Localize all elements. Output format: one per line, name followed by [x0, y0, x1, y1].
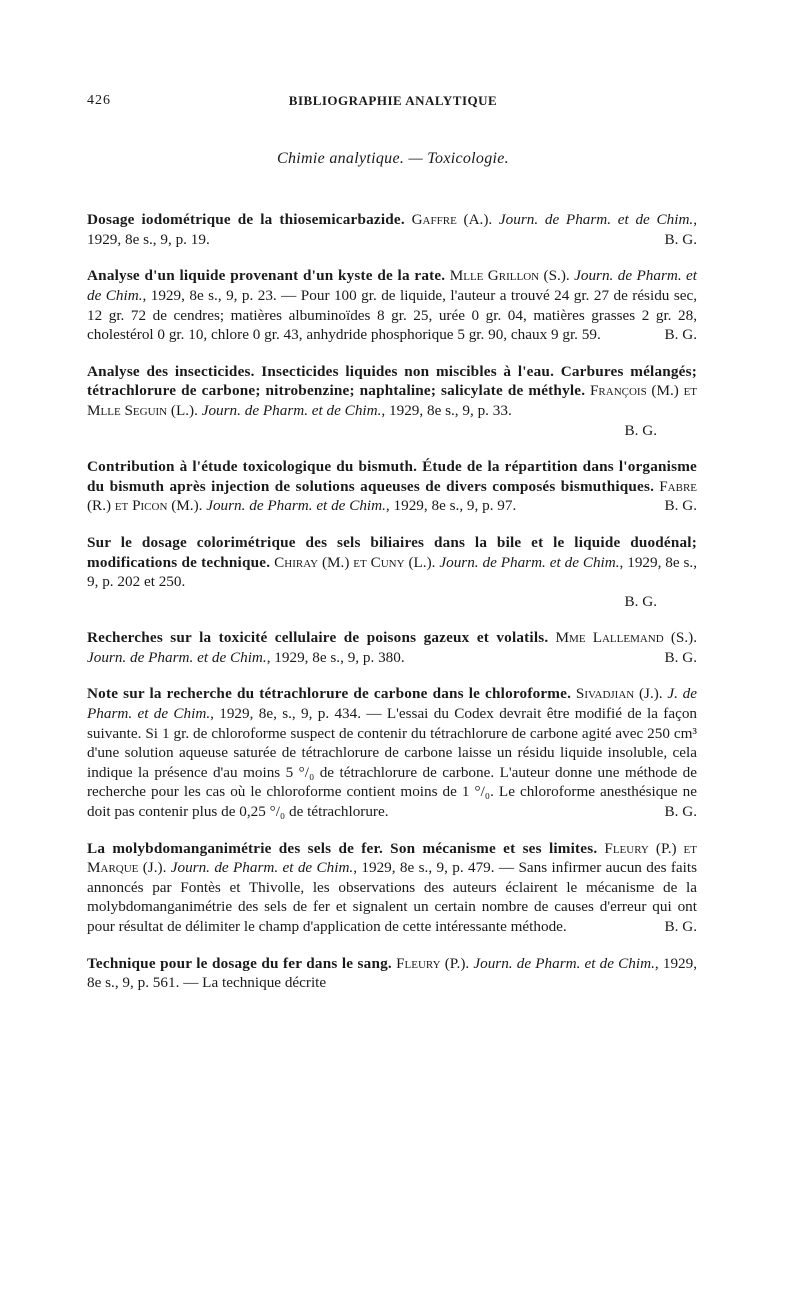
- entry-abstract: — L'essai du Codex devrait être modifié de la façon suivante. Si 1 gr. de chloroforme suspect de contenir du tétrachlorure de carbone agité avec 250 cm³ d'une solution aqueuse saturée de tétrachlorure de carbone laisse un résidu liquide insoluble, cela indique la présence d'au moins 5 °/₀ de tétrachlorure de carbone. L'auteur donne une méthode de recherche pour les cas où le chloroforme contient moins de 1 °/₀. Le chloroforme anesthésique ne doit pas contenir plus de 0,25 °/₀ de tétrachlorure.: [87, 705, 698, 821]
- bibliography-entries: [87, 195, 697, 1010]
- entry-journal: Journ. de Pharm. et de Chim.: [170, 859, 354, 877]
- entry-title: Contribution à l'étude toxicologique du bismuth. Étude de la répartition dans l'organisme du bismuth après injection de solutions aqueuses de divers composés bismuthiques.: [87, 458, 697, 495]
- bibliography-entry: [87, 210, 697, 249]
- entry-signature: B. G.: [664, 648, 697, 666]
- entry-journal: Journ. de Pharm. et de Chim.: [87, 648, 267, 666]
- entry-author: François (M.) et Mlle Seguin (L.).: [87, 382, 698, 419]
- page-number: 426: [87, 93, 111, 108]
- entry-journal: Journ. de Pharm. et de Chim.: [439, 553, 620, 571]
- entry-author: Fleury (P.) et Marque (J.).: [87, 839, 697, 877]
- entry-journal: Journ. de Pharm. et de Chim.: [473, 954, 655, 972]
- entry-title: Sur le dosage colorimétrique des sels biliaires dans la bile et le liquide duodénal; modifications de technique.: [87, 533, 697, 571]
- entry-abstract: — Pour 100 gr. de liquide, l'auteur a trouvé 24 gr. 27 de résidu sec, 12 gr. 72 de cendres; matières albuminoïdes 8 gr. 25, urée 0 gr. 04, matières grasses 2 gr. 28, cholestérol 0 gr. 10, chlore 0 gr. 43, anhydride phosphorique 5 gr. 90, chaux 9 gr. 59.: [87, 286, 698, 344]
- entry-author: Mlle Grillon (S.).: [449, 267, 570, 285]
- entry-signature: B. G.: [624, 592, 657, 610]
- entry-title: Analyse d'un liquide provenant d'un kyste de la rate.: [87, 267, 446, 285]
- entry-reference: , 1929, 8e, s., 9, p. 434.: [210, 705, 362, 723]
- entry-title: Analyse des insecticides. Insecticides liquides non miscibles à l'eau. Carbures mélangés; tétrachlorure de carbone; nitrobenzine; naphtaline; salicylate de méthyle.: [87, 362, 697, 400]
- bibliography-entry: [87, 533, 697, 611]
- entry-reference: , 1929, 8e s., 9, p. 19.: [87, 211, 698, 248]
- section-title: Chimie analytique. — Toxicologie.: [277, 150, 509, 167]
- entry-reference: , 1929, 8e s., 9, p. 479.: [353, 859, 495, 877]
- entry-author: Fabre (R.) et Picon (M.).: [87, 477, 698, 515]
- entry-reference: , 1929, 8e s., 9, p. 561.: [87, 954, 698, 992]
- bibliography-entry: [87, 954, 697, 993]
- entry-reference: , 1929, 8e s., 9, p. 380.: [266, 648, 405, 666]
- entry-title: Technique pour le dosage du fer dans le sang.: [87, 954, 392, 972]
- entry-abstract: — Sans infirmer aucun des faits annoncés par Fontès et Thivolle, les observations des auteurs éclairent le mécanisme de la molybdomanganimétrie des sels de fer et signalent un certain nombre de causes d'erreur qui ont pour résultat de délimiter le champ d'application de cette intéressante méthode.: [87, 859, 698, 935]
- page-header: [87, 93, 699, 117]
- entry-author: Fleury (P.).: [396, 954, 470, 972]
- entry-abstract: — La technique décrite: [179, 974, 327, 992]
- bibliography-entry: [87, 457, 697, 516]
- entry-signature: B. G.: [664, 497, 697, 515]
- entry-title: Note sur la recherche du tétrachlorure de carbone dans le chloroforme.: [87, 685, 572, 703]
- entry-signature: B. G.: [664, 326, 697, 344]
- entry-author: Sivadjian (J.).: [575, 685, 663, 703]
- running-head: BIBLIOGRAPHIE ANALYTIQUE: [288, 93, 498, 108]
- entry-journal: Journ. de Pharm. et de Chim.: [201, 401, 382, 419]
- bibliography-entry: [87, 628, 697, 667]
- entry-title: Dosage iodométrique de la thiosemicarbazide.: [87, 211, 405, 229]
- entry-title: Recherches sur la toxicité cellulaire de poisons gazeux et volatils.: [87, 629, 549, 647]
- entry-author: Gaffre (A.).: [411, 211, 493, 229]
- entry-reference: , 1929, 8e s., 9, p. 97.: [385, 497, 517, 515]
- entry-signature: B. G.: [664, 918, 697, 935]
- entry-reference: , 1929, 8e s., 9, p. 202 et 250.: [87, 553, 698, 591]
- entry-reference: , 1929, 8e s., 9, p. 23.: [142, 286, 277, 304]
- entry-journal: Journ. de Pharm. et de Chim.: [498, 211, 694, 229]
- entry-signature: B. G.: [664, 803, 697, 821]
- entry-journal: Journ. de Pharm. et de Chim.: [87, 267, 698, 304]
- entry-journal: J. de Pharm. et de Chim.: [87, 685, 698, 723]
- entry-author: Chiray (M.) et Cuny (L.).: [274, 553, 436, 571]
- bibliography-entry: [87, 684, 697, 821]
- entry-title: La molybdomanganimétrie des sels de fer. Son mécanisme et ses limites.: [87, 839, 598, 857]
- entry-signature: B. G.: [624, 421, 657, 439]
- entry-journal: Journ. de Pharm. et de Chim.: [206, 497, 386, 515]
- bibliography-entry: [87, 362, 697, 440]
- bibliography-entry: [87, 839, 697, 937]
- entry-author: Mme Lallemand (S.).: [555, 629, 697, 647]
- entry-signature: B. G.: [664, 230, 697, 248]
- bibliography-entry: [87, 266, 697, 344]
- entry-reference: , 1929, 8e s., 9, p. 33.: [381, 401, 512, 419]
